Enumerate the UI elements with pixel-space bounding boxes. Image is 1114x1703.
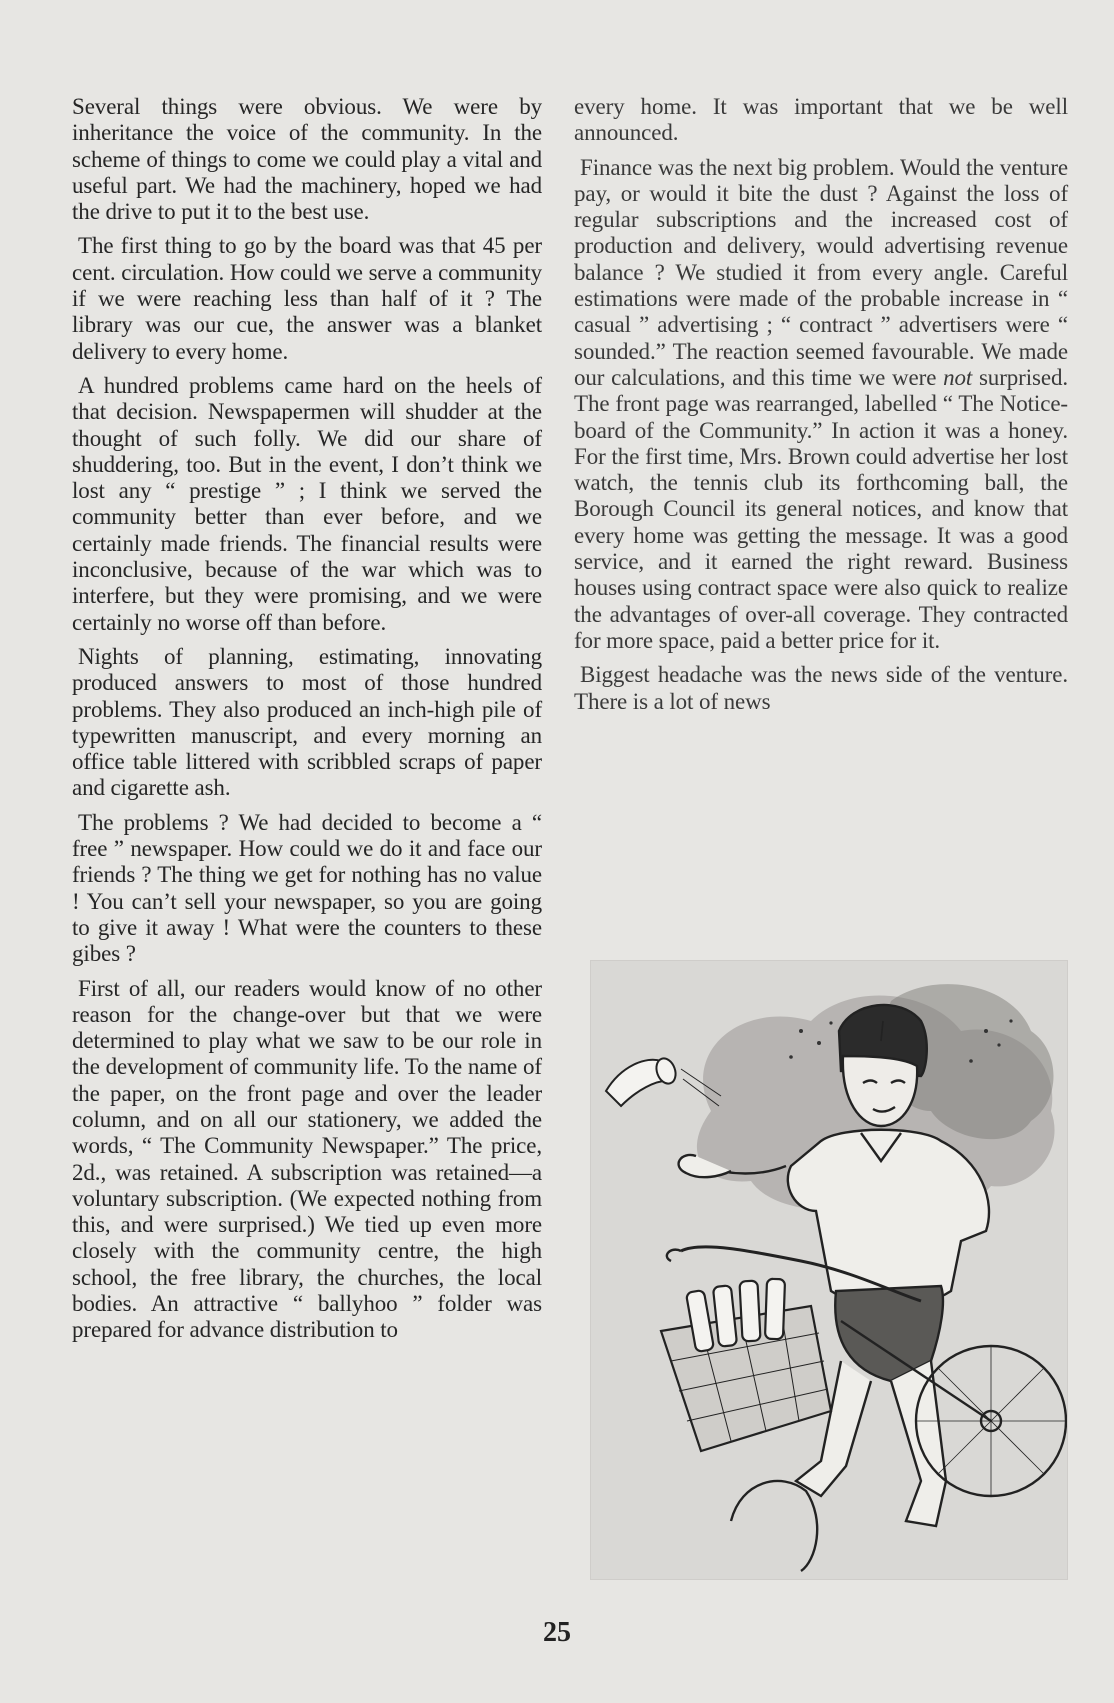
paperboy-illustration: [590, 960, 1068, 1580]
right-column: [574, 94, 1068, 723]
paragraph: Nights of planning, estimating, innovating produced answers to most of those hundred problems. They also produced an inch-high pile of typewritten manuscript, and every morning an office table littered with scribbled scraps of paper and cigarette ash.: [72, 643, 542, 801]
paragraph: Several things were obvious. We were by inheritance the voice of the community. In the scheme of things to come we could play a vital and useful part. We had the machinery, hoped we had the drive to put it to the best use.: [72, 94, 542, 225]
paragraph: Biggest headache was the news side of the venture. There is a lot of news: [574, 662, 1068, 714]
text-run: Finance was the next big problem. Would the venture pay, or would it bite the dust ? Against the loss of regular subscriptions and the increased cost of production and delivery, would advertising revenue balance ? We studied it from every angle. Careful estimations were made of the probable increase in “ casual ” advertising ; “ contract ” advertisers were “ sounded.” The reaction seemed favourable. We made our calculations, and this time we were: [574, 154, 1068, 390]
left-column: [72, 94, 542, 1352]
paragraph: The problems ? We had decided to become a “ free ” newspaper. How could we do it and face our friends ? The thing we get for nothing has no value ! You can’t sell your newspaper, so you are going to give it away ! What were the counters to these gibes ?: [72, 809, 542, 967]
page-number: 25: [543, 1617, 571, 1648]
text-run: surprised. The front page was rearranged, labelled “ The Notice-board of the Community.” In action it was a honey. For the first time, Mrs. Brown could advertise her lost watch, the tennis club its forthcoming ball, the Borough Council its general notices, and know that every home was getting the message. It was a good service, and it earned the right reward. Business houses using contract space were also quick to realize the advantages of over-all coverage. They contracted for more space, paid a better price for it.: [574, 364, 1069, 653]
paragraph: First of all, our readers would know of no other reason for the change-over but that we were determined to play what we saw to be our role in the development of community life. To the name of the paper, on the front page and over the leader column, and on all our stationery, we added the words, “ The Community Newspaper.” The price, 2d., was retained. A subscription was retained—a voluntary subscription. (We expected nothing from this, and were surprised.) We tied up even more closely with the community centre, the high school, the free library, the churches, the local bodies. An attractive “ ballyhoo ” folder was prepared for advance distribution to: [72, 975, 542, 1343]
emphasis: not: [943, 364, 973, 390]
paperboy-drawing: [591, 961, 1067, 1579]
paragraph: A hundred problems came hard on the heels of that decision. Newspapermen will shudder at the thought of such folly. We did our share of shuddering, too. But in the event, I don’t think we lost any “ prestige ” ; I think we served the community better than ever before, and we certainly made friends. The financial results were inconclusive, because of the war which was to interfere, but they were promising, and we were certainly no worse off than before.: [72, 372, 542, 635]
paragraph: [574, 155, 1068, 655]
paragraph: The first thing to go by the board was that 45 per cent. circulation. How could we serve a community if we were reaching less than half of it ? The library was our cue, the answer was a blanket delivery to every home.: [72, 233, 542, 364]
newspaper-basket: [661, 1279, 831, 1451]
paragraph: every home. It was important that we be well announced.: [574, 94, 1068, 146]
